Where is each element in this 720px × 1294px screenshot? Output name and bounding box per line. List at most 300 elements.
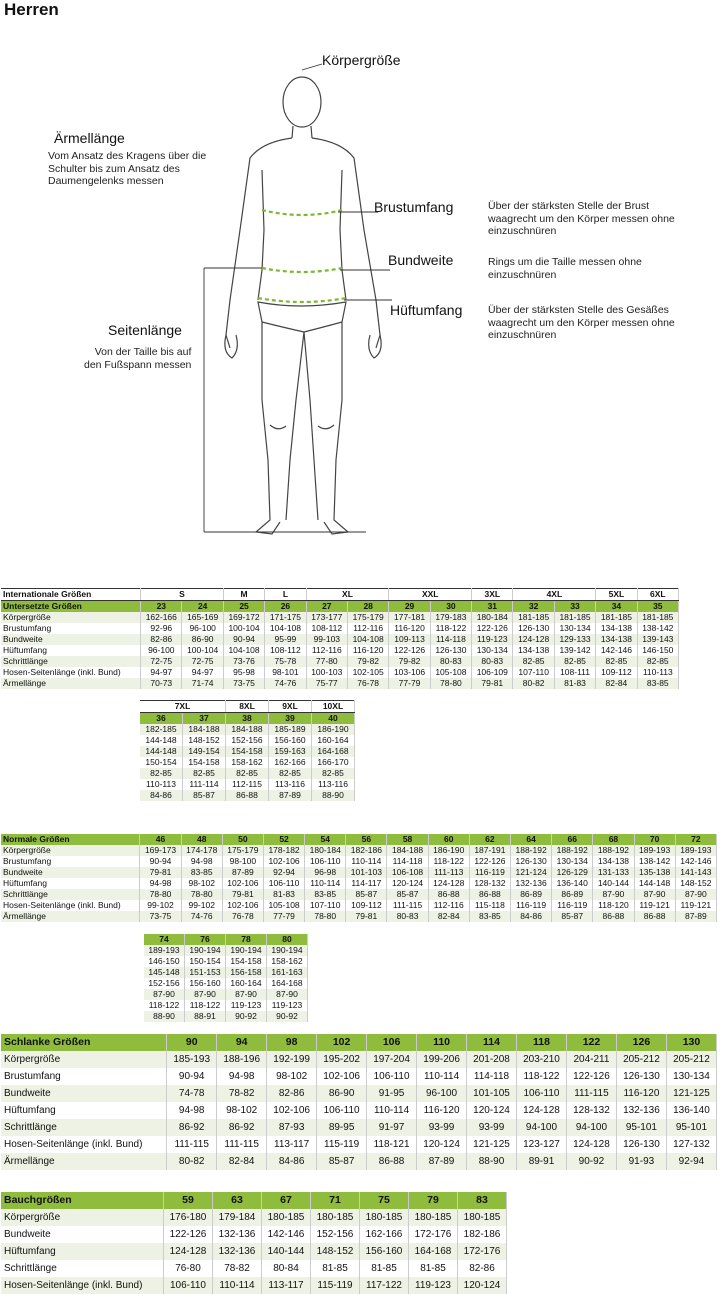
size-header: 66 <box>552 834 593 845</box>
table-cell: 139-143 <box>637 634 678 645</box>
table-cell: 130-134 <box>554 623 595 634</box>
table-cell: 149-154 <box>183 746 226 757</box>
table-cell: 74-76 <box>181 911 222 922</box>
size-header: 130 <box>666 1034 716 1051</box>
table-cell: 184-188 <box>183 724 226 735</box>
label-koerpergroesse: Körpergröße <box>322 52 401 68</box>
table-cell: 94-98 <box>217 1068 267 1085</box>
table-cell: 156-160 <box>185 978 226 989</box>
table-cell: 116-119 <box>511 900 552 911</box>
table-cell: 180-185 <box>457 1209 506 1226</box>
table-cell: 140-144 <box>261 1243 310 1260</box>
table-cell: 114-118 <box>430 634 471 645</box>
table-row <box>140 735 355 746</box>
table-cell: 121-125 <box>467 1136 517 1153</box>
table-row <box>1 889 717 900</box>
table-cell: 111-113 <box>428 867 469 878</box>
table-cell: 120-124 <box>417 1136 467 1153</box>
table-cell: 154-158 <box>226 746 269 757</box>
table-row <box>1 1119 717 1136</box>
table-cell: 90-94 <box>223 634 264 645</box>
table-cell: 100-104 <box>182 645 223 656</box>
table-cell: 93-99 <box>417 1119 467 1136</box>
table-cell: 104-108 <box>347 634 388 645</box>
table-cell: 90-92 <box>566 1153 616 1170</box>
desc-seitenlaenge: Von der Taille bis auf den Fußspann messen <box>84 346 192 371</box>
table-cell: 101-103 <box>346 867 387 878</box>
table-cell: 82-86 <box>267 1085 317 1102</box>
table-row <box>144 934 308 945</box>
table-row <box>1 1277 507 1294</box>
table-cell: 113-116 <box>269 779 312 790</box>
table-cell: 122-126 <box>469 856 510 867</box>
table-cell: 123-127 <box>517 1136 567 1153</box>
table-cell: 109-112 <box>346 900 387 911</box>
table-cell: 120-124 <box>387 878 428 889</box>
size-header: 76 <box>185 934 226 945</box>
table-cell: 106-110 <box>367 1068 417 1085</box>
table-cell: 107-110 <box>513 667 554 678</box>
table-cell: 172-176 <box>457 1243 506 1260</box>
table-cell: 79-82 <box>389 656 430 667</box>
table-cell: 169-172 <box>223 612 264 623</box>
table-cell: 94-100 <box>566 1119 616 1136</box>
row-label: Hüftumfang <box>1 878 140 889</box>
table-cell: 166-170 <box>312 757 355 768</box>
intl-size: 9XL <box>269 701 312 713</box>
table-cell: 89-91 <box>517 1153 567 1170</box>
row-label: Bundweite <box>1 1085 167 1102</box>
table-cell: 124-128 <box>163 1243 212 1260</box>
table-row <box>1 1102 717 1119</box>
table-cell: 182-185 <box>140 724 183 735</box>
table-cell: 87-90 <box>185 989 226 1000</box>
table-cell: 188-196 <box>217 1051 267 1068</box>
table-cell: 110-114 <box>212 1277 261 1294</box>
table-cell: 126-130 <box>616 1068 666 1085</box>
table-cell: 106-110 <box>305 856 346 867</box>
table-cell: 190-194 <box>267 945 308 956</box>
table-cell: 188-192 <box>511 845 552 856</box>
table-cell: 85-87 <box>346 889 387 900</box>
table-cell: 161-163 <box>267 967 308 978</box>
table-cell: 129-133 <box>554 634 595 645</box>
size-header: 32 <box>513 601 554 613</box>
table-cell: 126-130 <box>513 623 554 634</box>
size-header: 35 <box>637 601 678 613</box>
table-cell: 110-113 <box>140 779 183 790</box>
table-cell: 113-116 <box>312 779 355 790</box>
table-row <box>1 678 679 689</box>
table-cell: 86-92 <box>217 1119 267 1136</box>
table-cell: 82-85 <box>269 768 312 779</box>
table-cell: 192-199 <box>267 1051 317 1068</box>
table-cell: 86-88 <box>469 889 510 900</box>
table-cell: 164-168 <box>267 978 308 989</box>
table-cell: 87-93 <box>267 1119 317 1136</box>
table-cell: 179-184 <box>212 1209 261 1226</box>
table-row <box>140 746 355 757</box>
table-cell: 96-100 <box>182 623 223 634</box>
table-normale-groessen-2 <box>144 934 308 1022</box>
table-cell: 118-122 <box>430 623 471 634</box>
table-cell: 87-89 <box>269 790 312 801</box>
table-cell: 119-123 <box>472 634 513 645</box>
table-cell: 78-80 <box>140 889 181 900</box>
row-label: Hosen-Seitenlänge (inkl. Bund) <box>1 667 141 678</box>
table-cell: 72-75 <box>182 656 223 667</box>
intl-size: 4XL <box>513 589 596 601</box>
table-cell: 87-90 <box>593 889 634 900</box>
table-cell: 142-146 <box>261 1226 310 1243</box>
table-cell: 158-162 <box>226 757 269 768</box>
table-cell: 178-182 <box>263 845 304 856</box>
table-cell: 102-106 <box>317 1068 367 1085</box>
table-cell: 102-105 <box>347 667 388 678</box>
table-cell: 190-194 <box>185 945 226 956</box>
table-cell: 104-108 <box>265 623 306 634</box>
size-header: 46 <box>140 834 181 845</box>
table-cell: 95-99 <box>265 634 306 645</box>
row-label: Körpergröße <box>1 845 140 856</box>
table-cell: 134-138 <box>596 634 637 645</box>
table-cell: 164-168 <box>312 746 355 757</box>
table-cell: 110-114 <box>305 878 346 889</box>
table-cell: 86-88 <box>226 790 269 801</box>
label-brustumfang: Brustumfang <box>374 199 454 215</box>
table-cell: 177-181 <box>389 612 430 623</box>
table-cell: 190-194 <box>226 945 267 956</box>
table-cell: 71-74 <box>182 678 223 689</box>
table-cell: 108-112 <box>265 645 306 656</box>
table-cell: 189-193 <box>634 845 675 856</box>
size-header: 31 <box>472 601 513 613</box>
table-cell: 82-85 <box>596 656 637 667</box>
intl-size: 8XL <box>226 701 269 713</box>
table-cell: 87-89 <box>675 911 716 922</box>
size-header: 118 <box>517 1034 567 1051</box>
table-cell: 111-114 <box>183 779 226 790</box>
table-cell: 98-102 <box>181 878 222 889</box>
desc-brustumfang: Über der stärksten Stelle der Brust waagrecht um den Körper messen ohne einzuschnüren <box>488 200 675 237</box>
size-header: 52 <box>263 834 304 845</box>
table-cell: 81-83 <box>263 889 304 900</box>
table-cell: 101-105 <box>467 1085 517 1102</box>
table-row <box>144 978 308 989</box>
table-cell: 204-211 <box>566 1051 616 1068</box>
table-cell: 106-110 <box>517 1085 567 1102</box>
label-seitenlaenge: Seitenlänge <box>108 322 182 338</box>
table-row <box>1 878 717 889</box>
table-cell: 94-97 <box>141 667 182 678</box>
table-cell: 126-129 <box>552 867 593 878</box>
table-cell: 86-88 <box>634 911 675 922</box>
size-header: 67 <box>261 1192 310 1209</box>
table-cell: 88-90 <box>312 790 355 801</box>
row-label: Brustumfang <box>1 623 141 634</box>
table-cell: 98-102 <box>267 1068 317 1085</box>
table-cell: 79-81 <box>472 678 513 689</box>
table-cell: 90-94 <box>140 856 181 867</box>
table-cell: 135-138 <box>634 867 675 878</box>
table-cell: 112-115 <box>226 779 269 790</box>
table-row <box>144 1000 308 1011</box>
table-cell: 116-120 <box>616 1085 666 1102</box>
table-cell: 122-126 <box>472 623 513 634</box>
intl-size: L <box>265 589 306 601</box>
row-label: Ärmellänge <box>1 1153 167 1170</box>
table-cell: 83-85 <box>305 889 346 900</box>
size-header: 70 <box>634 834 675 845</box>
table-cell: 148-152 <box>183 735 226 746</box>
table-cell: 104-108 <box>223 645 264 656</box>
table-row <box>140 713 355 725</box>
table-row <box>1 634 679 645</box>
table-cell: 152-156 <box>226 735 269 746</box>
table-cell: 128-132 <box>566 1102 616 1119</box>
table-cell: 130-134 <box>666 1068 716 1085</box>
table-cell: 100-104 <box>223 623 264 634</box>
table-cell: 119-123 <box>267 1000 308 1011</box>
table-cell: 121-124 <box>511 867 552 878</box>
table-cell: 94-100 <box>517 1119 567 1136</box>
table-row <box>1 589 679 601</box>
table-cell: 181-185 <box>513 612 554 623</box>
table-cell: 162-166 <box>141 612 182 623</box>
table-cell: 105-108 <box>430 667 471 678</box>
table-cell: 85-87 <box>317 1153 367 1170</box>
table-row <box>1 1068 717 1085</box>
table-untersetzte-groessen <box>1 588 679 689</box>
size-header: 39 <box>269 713 312 725</box>
table-cell: 87-90 <box>634 889 675 900</box>
size-header: 72 <box>675 834 716 845</box>
table-cell: 109-112 <box>596 667 637 678</box>
table-cell: 88-90 <box>467 1153 517 1170</box>
table-cell: 82-86 <box>141 634 182 645</box>
table-cell: 92-96 <box>141 623 182 634</box>
table-row <box>1 645 679 656</box>
table-cell: 110-114 <box>346 856 387 867</box>
table-cell: 113-117 <box>261 1277 310 1294</box>
table-cell: 82-85 <box>183 768 226 779</box>
table-cell: 88-90 <box>144 1011 185 1022</box>
table-cell: 184-188 <box>387 845 428 856</box>
table-cell: 86-89 <box>511 889 552 900</box>
table-cell: 180-184 <box>472 612 513 623</box>
intl-size: XXL <box>389 589 472 601</box>
size-header: 58 <box>387 834 428 845</box>
table-cell: 93-99 <box>467 1119 517 1136</box>
table-cell: 187-191 <box>469 845 510 856</box>
table-cell: 90-94 <box>167 1068 217 1085</box>
table-cell: 199-206 <box>417 1051 467 1068</box>
table-cell: 98-100 <box>222 856 263 867</box>
size-header: 33 <box>554 601 595 613</box>
table-cell: 134-138 <box>596 623 637 634</box>
table-schlanke-groessen <box>1 1034 717 1170</box>
table-cell: 87-90 <box>675 889 716 900</box>
table-cell: 100-103 <box>306 667 347 678</box>
table-cell: 124-128 <box>566 1136 616 1153</box>
table-cell: 152-156 <box>144 978 185 989</box>
row-label: Hosen-Seitenlänge (inkl. Bund) <box>1 900 140 911</box>
table-cell: 175-179 <box>222 845 263 856</box>
table-cell: 102-106 <box>267 1102 317 1119</box>
table-cell: 111-115 <box>387 900 428 911</box>
table-cell: 151-153 <box>185 967 226 978</box>
table-cell: 169-173 <box>140 845 181 856</box>
table-normale-groessen <box>1 834 717 922</box>
size-header: 50 <box>222 834 263 845</box>
table-cell: 81-85 <box>359 1260 408 1277</box>
table-cell: 144-148 <box>140 746 183 757</box>
table-cell: 118-122 <box>517 1068 567 1085</box>
intl-size: 6XL <box>637 589 678 601</box>
intl-size: 5XL <box>596 589 637 601</box>
row-label: Hüftumfang <box>1 1102 167 1119</box>
table-cell: 82-85 <box>554 656 595 667</box>
table-cell: 141-143 <box>675 867 716 878</box>
table-cell: 201-208 <box>467 1051 517 1068</box>
table-cell: 117-122 <box>359 1277 408 1294</box>
table-cell: 75-78 <box>265 656 306 667</box>
table-cell: 92-94 <box>263 867 304 878</box>
size-header: 25 <box>223 601 264 613</box>
row-label: Hüftumfang <box>1 645 141 656</box>
size-header: 28 <box>347 601 388 613</box>
table-cell: 87-90 <box>226 989 267 1000</box>
table-cell: 94-98 <box>167 1102 217 1119</box>
table-row <box>1 1153 717 1170</box>
table-cell: 77-80 <box>306 656 347 667</box>
table-row <box>1 834 717 845</box>
size-header: 78 <box>226 934 267 945</box>
table-cell: 152-156 <box>310 1226 359 1243</box>
table-row <box>144 967 308 978</box>
table-cell: 188-192 <box>552 845 593 856</box>
size-header: 54 <box>305 834 346 845</box>
table-row <box>140 724 355 735</box>
table-cell: 156-158 <box>226 967 267 978</box>
table-cell: 111-115 <box>167 1136 217 1153</box>
table-cell: 107-110 <box>305 900 346 911</box>
table-cell: 114-118 <box>387 856 428 867</box>
table-cell: 80-83 <box>387 911 428 922</box>
table-cell: 136-140 <box>666 1102 716 1119</box>
table-cell: 80-83 <box>472 656 513 667</box>
table-cell: 150-154 <box>140 757 183 768</box>
desc-bundweite: Rings um die Taille messen ohne einzuschnüren <box>488 256 642 281</box>
table-cell: 160-164 <box>312 735 355 746</box>
size-header: 30 <box>430 601 471 613</box>
table-untersetzte-groessen-2 <box>140 700 355 801</box>
table-cell: 116-120 <box>347 645 388 656</box>
table-cell: 148-152 <box>675 878 716 889</box>
table-cell: 81-85 <box>408 1260 457 1277</box>
size-header: 34 <box>596 601 637 613</box>
table-cell: 119-121 <box>634 900 675 911</box>
size-header: 29 <box>389 601 430 613</box>
table-cell: 138-142 <box>637 623 678 634</box>
table-cell: 134-138 <box>513 645 554 656</box>
group-label: Bauchgrößen <box>1 1192 163 1209</box>
table-cell: 124-128 <box>517 1102 567 1119</box>
table-cell: 86-90 <box>182 634 223 645</box>
table-cell: 128-132 <box>469 878 510 889</box>
table-cell: 120-124 <box>467 1102 517 1119</box>
intl-size: 3XL <box>472 589 513 601</box>
table-row <box>1 1136 717 1153</box>
table-cell: 132-136 <box>616 1102 666 1119</box>
table-cell: 112-116 <box>428 900 469 911</box>
table-cell: 130-134 <box>472 645 513 656</box>
size-header: 48 <box>181 834 222 845</box>
table-row <box>144 945 308 956</box>
table-cell: 110-113 <box>637 667 678 678</box>
size-header: 24 <box>182 601 223 613</box>
table-cell: 184-188 <box>226 724 269 735</box>
table-cell: 84-86 <box>267 1153 317 1170</box>
size-header: 94 <box>217 1034 267 1051</box>
table-row <box>140 701 355 713</box>
table-cell: 106-110 <box>163 1277 212 1294</box>
table-cell: 91-93 <box>616 1153 666 1170</box>
table-cell: 116-120 <box>389 623 430 634</box>
table-cell: 73-75 <box>223 678 264 689</box>
table-cell: 114-117 <box>346 878 387 889</box>
table-cell: 113-117 <box>267 1136 317 1153</box>
table-cell: 136-140 <box>552 878 593 889</box>
table-cell: 132-136 <box>212 1226 261 1243</box>
size-header: 75 <box>359 1192 408 1209</box>
table-cell: 132-136 <box>511 878 552 889</box>
table-cell: 73-76 <box>223 656 264 667</box>
row-label: Körpergröße <box>1 1209 163 1226</box>
table-cell: 181-185 <box>554 612 595 623</box>
table-cell: 76-78 <box>222 911 263 922</box>
table-cell: 112-116 <box>306 645 347 656</box>
table-cell: 85-87 <box>387 889 428 900</box>
size-header: 59 <box>163 1192 212 1209</box>
table-cell: 114-118 <box>467 1068 517 1085</box>
table-cell: 142-146 <box>675 856 716 867</box>
table-cell: 180-185 <box>408 1209 457 1226</box>
table-cell: 78-80 <box>305 911 346 922</box>
row-label: Schrittlänge <box>1 656 141 667</box>
row-label: Bundweite <box>1 1226 163 1243</box>
table-cell: 102-106 <box>222 878 263 889</box>
row-label: Schrittlänge <box>1 1260 163 1277</box>
table-cell: 110-114 <box>367 1102 417 1119</box>
table-cell: 90-92 <box>267 1011 308 1022</box>
table-cell: 175-179 <box>347 612 388 623</box>
table-cell: 77-79 <box>389 678 430 689</box>
label-bundweite: Bundweite <box>388 252 454 268</box>
table-cell: 121-125 <box>666 1085 716 1102</box>
table-cell: 91-95 <box>367 1085 417 1102</box>
table-cell: 87-89 <box>222 867 263 878</box>
table-row <box>1 1051 717 1068</box>
table-cell: 205-212 <box>666 1051 716 1068</box>
table-cell: 86-92 <box>167 1119 217 1136</box>
table-cell: 82-84 <box>428 911 469 922</box>
table-cell: 86-88 <box>593 911 634 922</box>
size-header: 102 <box>317 1034 367 1051</box>
table-cell: 197-204 <box>367 1051 417 1068</box>
table-cell: 82-84 <box>217 1153 267 1170</box>
row-label: Schrittlänge <box>1 889 140 900</box>
